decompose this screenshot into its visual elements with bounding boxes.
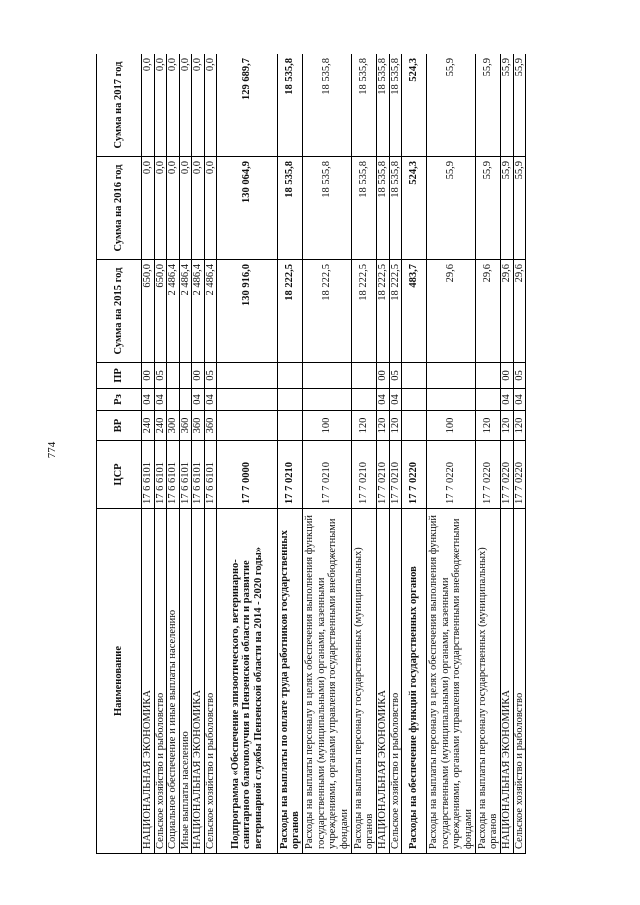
row-pr: 00 [192, 363, 205, 389]
row-sum-2015: 18 222,5 [278, 260, 303, 363]
header-2016: Сумма на 2016 год [97, 157, 142, 260]
row-sum-2015: 18 222,5 [377, 260, 390, 363]
row-sum-2016: 18 535,8 [278, 157, 303, 260]
table-row [303, 54, 352, 854]
table-row [179, 54, 192, 854]
row-pr [167, 363, 180, 389]
row-pr [352, 363, 377, 389]
row-pr: 00 [377, 363, 390, 389]
row-sum-2017: 55,9 [427, 54, 476, 157]
table-row [204, 54, 217, 854]
row-rz: 04 [513, 389, 526, 411]
row-vr [217, 411, 278, 441]
row-csr: 17 7 0210 [377, 441, 390, 509]
row-name: Сельское хозяйство и рыболовство [154, 509, 167, 854]
table-row [352, 54, 377, 854]
row-sum-2015: 2 486,4 [167, 260, 180, 363]
row-vr [402, 411, 427, 441]
row-rz [476, 389, 501, 411]
rotated-page-area [96, 54, 626, 854]
rotated-table-container [96, 54, 626, 854]
row-csr: 17 7 0220 [427, 441, 476, 509]
row-rz [303, 389, 352, 411]
row-csr: 17 6 6101 [179, 441, 192, 509]
row-rz: 04 [389, 389, 402, 411]
row-rz: 04 [142, 389, 155, 411]
row-pr [402, 363, 427, 389]
budget-table [96, 54, 526, 854]
row-sum-2015: 18 222,5 [389, 260, 402, 363]
row-sum-2015: 650,0 [142, 260, 155, 363]
table-row [513, 54, 526, 854]
row-name: Расходы на обеспечение функций государственных органов [402, 509, 427, 854]
row-sum-2016: 18 535,8 [352, 157, 377, 260]
row-rz: 04 [501, 389, 514, 411]
row-vr: 300 [167, 411, 180, 441]
row-sum-2017: 0,0 [167, 54, 180, 157]
row-rz [167, 389, 180, 411]
row-name: НАЦИОНАЛЬНАЯ ЭКОНОМИКА [377, 509, 390, 854]
row-vr: 120 [352, 411, 377, 441]
row-csr: 17 6 6101 [167, 441, 180, 509]
header-pr: ПР [97, 363, 142, 389]
row-csr: 17 7 0220 [501, 441, 514, 509]
row-vr: 120 [377, 411, 390, 441]
row-sum-2017: 129 689,7 [217, 54, 278, 157]
row-pr: 05 [513, 363, 526, 389]
row-sum-2016: 55,9 [501, 157, 514, 260]
row-csr: 17 6 6101 [192, 441, 205, 509]
row-sum-2016: 18 535,8 [377, 157, 390, 260]
row-name: НАЦИОНАЛЬНАЯ ЭКОНОМИКА [142, 509, 155, 854]
table-row-subprogram [217, 54, 278, 854]
row-rz [352, 389, 377, 411]
row-rz: 04 [377, 389, 390, 411]
row-sum-2016: 0,0 [154, 157, 167, 260]
row-sum-2016: 55,9 [476, 157, 501, 260]
row-pr [476, 363, 501, 389]
table-row [377, 54, 390, 854]
row-rz [179, 389, 192, 411]
row-pr [217, 363, 278, 389]
table-row [192, 54, 205, 854]
row-vr: 120 [389, 411, 402, 441]
row-csr: 17 6 6101 [142, 441, 155, 509]
row-sum-2017: 55,9 [501, 54, 514, 157]
row-sum-2015: 2 486,4 [204, 260, 217, 363]
row-csr: 17 7 0000 [217, 441, 278, 509]
row-rz [402, 389, 427, 411]
row-sum-2017: 0,0 [154, 54, 167, 157]
row-name: Иные выплаты населению [179, 509, 192, 854]
row-name: Расходы на выплаты по оплате труда работников государственных органов [278, 509, 303, 854]
row-pr [278, 363, 303, 389]
row-rz: 04 [192, 389, 205, 411]
row-sum-2015: 29,6 [427, 260, 476, 363]
row-vr: 240 [154, 411, 167, 441]
row-pr: 05 [154, 363, 167, 389]
row-name: Подпрограмма «Обеспечение эпизоотического, ветеринарно-санитарного благополучия в Пензенской области и развитие ветеринарной службы Пензенской области на 2014 - 2020 годы» [217, 509, 278, 854]
row-csr: 17 6 6101 [154, 441, 167, 509]
row-vr [278, 411, 303, 441]
table-row [476, 54, 501, 854]
row-sum-2017: 18 535,8 [278, 54, 303, 157]
row-sum-2016: 0,0 [179, 157, 192, 260]
table-header-row [97, 54, 142, 854]
row-sum-2016: 130 064,9 [217, 157, 278, 260]
table-row [427, 54, 476, 854]
row-name: Расходы на выплаты персоналу в целях обеспечения выполнения функций государственными (муниципальными) органами, казенными учреждениями, органами управления государственными внебюджетными фондами [427, 509, 476, 854]
row-sum-2017: 55,9 [476, 54, 501, 157]
row-sum-2017: 18 535,8 [303, 54, 352, 157]
row-vr: 100 [303, 411, 352, 441]
row-csr: 17 7 0210 [303, 441, 352, 509]
row-sum-2015: 18 222,5 [303, 260, 352, 363]
row-pr [427, 363, 476, 389]
row-csr: 17 7 0210 [352, 441, 377, 509]
table-row [389, 54, 402, 854]
row-vr: 120 [513, 411, 526, 441]
row-name: Расходы на выплаты персоналу в целях обеспечения выполнения функций государственными (муниципальными) органами, казенными учреждениями, органами управления государственными внебюджетными фондами [303, 509, 352, 854]
row-sum-2016: 0,0 [142, 157, 155, 260]
row-rz [427, 389, 476, 411]
page-number: 774 [46, 441, 58, 459]
row-sum-2015: 18 222,5 [352, 260, 377, 363]
row-csr: 17 6 6101 [204, 441, 217, 509]
row-vr: 120 [476, 411, 501, 441]
header-2015: Сумма на 2015 год [97, 260, 142, 363]
table-row [167, 54, 180, 854]
header-rz: Рз [97, 389, 142, 411]
row-name: Расходы на выплаты персоналу государственных (муниципальных) органов [476, 509, 501, 854]
table-row-subtotal [402, 54, 427, 854]
row-name: Сельское хозяйство и рыболовство [389, 509, 402, 854]
row-pr [303, 363, 352, 389]
table-row [142, 54, 155, 854]
row-vr: 120 [501, 411, 514, 441]
row-sum-2016: 18 535,8 [389, 157, 402, 260]
row-csr: 17 7 0210 [389, 441, 402, 509]
row-sum-2015: 29,6 [513, 260, 526, 363]
row-name: Расходы на выплаты персоналу государственных (муниципальных) органов [352, 509, 377, 854]
row-csr: 17 7 0220 [402, 441, 427, 509]
row-sum-2016: 0,0 [204, 157, 217, 260]
row-vr: 360 [204, 411, 217, 441]
header-2017: Сумма на 2017 год [97, 54, 142, 157]
row-rz [217, 389, 278, 411]
row-name: Социальное обеспечение и иные выплаты населению [167, 509, 180, 854]
row-sum-2016: 0,0 [192, 157, 205, 260]
row-vr: 360 [192, 411, 205, 441]
header-name: Наименование [97, 509, 142, 854]
row-pr: 00 [501, 363, 514, 389]
row-sum-2015: 2 486,4 [192, 260, 205, 363]
row-rz: 04 [154, 389, 167, 411]
row-rz: 04 [204, 389, 217, 411]
row-name: Сельское хозяйство и рыболовство [204, 509, 217, 854]
header-csr: ЦСР [97, 441, 142, 509]
row-name: НАЦИОНАЛЬНАЯ ЭКОНОМИКА [192, 509, 205, 854]
row-sum-2016: 55,9 [513, 157, 526, 260]
table-row-subtotal [278, 54, 303, 854]
row-vr: 240 [142, 411, 155, 441]
row-sum-2017: 0,0 [204, 54, 217, 157]
row-sum-2017: 18 535,8 [389, 54, 402, 157]
row-pr: 05 [204, 363, 217, 389]
row-pr: 00 [142, 363, 155, 389]
row-pr: 05 [389, 363, 402, 389]
row-sum-2017: 0,0 [179, 54, 192, 157]
row-sum-2015: 29,6 [501, 260, 514, 363]
row-vr: 100 [427, 411, 476, 441]
row-sum-2017: 18 535,8 [352, 54, 377, 157]
row-sum-2017: 18 535,8 [377, 54, 390, 157]
row-sum-2016: 55,9 [427, 157, 476, 260]
row-sum-2017: 524,3 [402, 54, 427, 157]
row-sum-2015: 650,0 [154, 260, 167, 363]
row-sum-2017: 0,0 [142, 54, 155, 157]
row-csr: 17 7 0210 [278, 441, 303, 509]
row-rz [278, 389, 303, 411]
row-csr: 17 7 0220 [513, 441, 526, 509]
row-csr: 17 7 0220 [476, 441, 501, 509]
header-vr: ВР [97, 411, 142, 441]
row-sum-2017: 0,0 [192, 54, 205, 157]
row-pr [179, 363, 192, 389]
row-sum-2017: 55,9 [513, 54, 526, 157]
row-sum-2016: 0,0 [167, 157, 180, 260]
row-sum-2016: 524,3 [402, 157, 427, 260]
row-sum-2015: 2 486,4 [179, 260, 192, 363]
table-row [501, 54, 514, 854]
row-name: НАЦИОНАЛЬНАЯ ЭКОНОМИКА [501, 509, 514, 854]
row-sum-2015: 483,7 [402, 260, 427, 363]
row-vr: 360 [179, 411, 192, 441]
row-sum-2015: 130 916,0 [217, 260, 278, 363]
row-sum-2015: 29,6 [476, 260, 501, 363]
row-sum-2016: 18 535,8 [303, 157, 352, 260]
row-name: Сельское хозяйство и рыболовство [513, 509, 526, 854]
table-row [154, 54, 167, 854]
